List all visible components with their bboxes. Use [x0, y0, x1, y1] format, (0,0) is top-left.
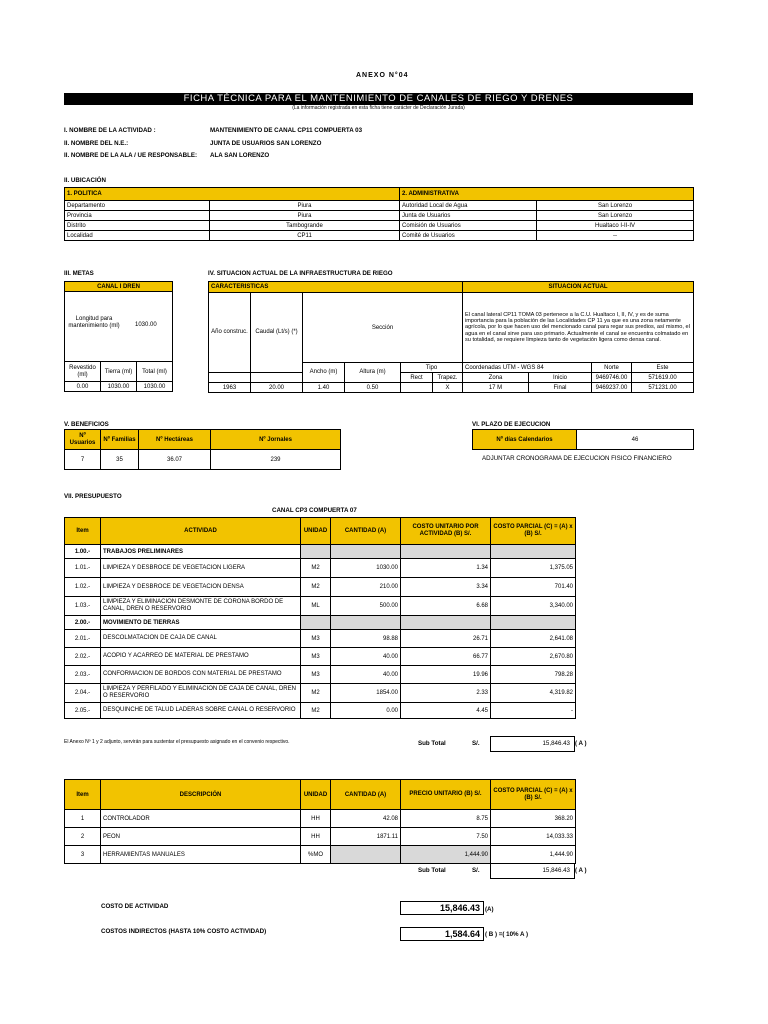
row-costo-parcial: 1,375.05	[491, 559, 576, 578]
anio-value: 1963	[209, 383, 251, 393]
row-actividad: DESCOLMATACION DE CAJA DE CANAL	[101, 630, 301, 648]
desc-costo-parcial-header: COSTO PARCIAL (C) = (A) x (B) S/.	[491, 780, 576, 810]
ala-name-label: II. NOMBRE DE LA ALA / UE RESPONSABLE:	[64, 152, 198, 159]
title-bar	[64, 93, 693, 105]
desc-unidad-header: UNIDAD	[301, 780, 331, 810]
inicio-norte: 9469746.00	[592, 373, 632, 383]
situacion-actual-header: SITUACION ACTUAL	[463, 282, 694, 293]
costo-parcial-header: COSTO PARCIAL (C) = (A) x (B) S/.	[491, 518, 576, 545]
desc-item-header: Item	[65, 780, 101, 810]
inicio-este: 571619.00	[632, 373, 694, 383]
annex-label: ANEXO N°04	[356, 72, 409, 79]
caudal-label: Caudal (Lt/s) (*)	[251, 293, 303, 373]
ancho-label: Ancho (m)	[303, 363, 345, 383]
tierra-value: 1030.00	[101, 382, 137, 392]
ubic-value: Piura	[210, 211, 400, 221]
costos-indirectos-label: COSTOS INDIRECTOS (HASTA 10% COSTO ACTIVIDAD)	[101, 928, 267, 935]
row-costo-unitario: 2.33	[401, 684, 491, 703]
row-unidad: M2	[301, 684, 331, 703]
jornales-value: 239	[211, 450, 341, 470]
subtotal-label: Sub Total	[418, 740, 446, 747]
ancho-value: 1.40	[303, 383, 345, 393]
hectareas-value: 36.07	[139, 450, 211, 470]
row-costo-unitario: 19.96	[401, 666, 491, 684]
row-unidad: HH	[301, 810, 331, 828]
usuarios-value: 7	[65, 450, 101, 470]
ubic-value: CP11	[210, 231, 400, 241]
desc-subtotal-tag: ( A )	[575, 867, 587, 874]
administrativa-header: 2. ADMINISTRATIVA	[400, 188, 694, 201]
ala-name-value: ALA SAN LORENZO	[210, 152, 270, 159]
ubic-key: Autoridad Local de Agua	[400, 201, 537, 211]
row-item: 2.03.-	[65, 666, 101, 684]
canal-title: CANAL CP3 COMPUERTA 07	[272, 507, 357, 514]
desc-cantidad-header: CANTIDAD (A)	[331, 780, 401, 810]
row-item: 1.03.-	[65, 597, 101, 616]
subtotal-currency: S/.	[472, 740, 480, 747]
row-unidad: %MO	[301, 846, 331, 864]
ubic-key: Distrito	[65, 221, 210, 231]
costo-actividad-value: 15,846.43	[400, 901, 484, 915]
coordenadas-label: Coordenadas UTM - WGS 84	[463, 363, 592, 373]
zona-label: Zona	[463, 373, 529, 383]
row-cantidad: 500.00	[331, 597, 401, 616]
row-item: 1.00.-	[65, 545, 101, 559]
row-descripcion: PEON	[101, 828, 301, 846]
subtotal-value: 15,846.43	[542, 740, 570, 747]
row-precio: 1,444.90	[401, 846, 491, 864]
row-actividad: DESQUINCHE DE TALUD LADERAS SOBRE CANAL O RESERVORIO	[101, 703, 301, 719]
tipo-label: Tipo	[401, 363, 463, 373]
row-unidad: ML	[301, 597, 331, 616]
activity-name-label: I. NOMBRE DE LA ACTIVIDAD :	[64, 127, 156, 134]
row-costo-parcial: -	[491, 703, 576, 719]
seccion-label: Sección	[303, 293, 463, 363]
metas-title: III. METAS	[64, 270, 94, 277]
row-item: 1	[65, 810, 101, 828]
canal-dren-header: CANAL I DREN	[65, 282, 173, 292]
row-costo: 1,444.90	[491, 846, 576, 864]
item-header: Item	[65, 518, 101, 545]
row-cantidad: 0.00	[331, 703, 401, 719]
ubic-value: Tambogrande	[210, 221, 400, 231]
row-costo-unitario: 66.77	[401, 648, 491, 666]
revestido-value: 0.00	[65, 382, 101, 392]
longitud-value: 1030.00	[135, 322, 157, 328]
row-costo-parcial: 4,319.82	[491, 684, 576, 703]
table-row	[65, 648, 576, 666]
table-row	[65, 846, 576, 864]
row-item: 1.01.-	[65, 559, 101, 578]
row-item: 2	[65, 828, 101, 846]
beneficios-table	[64, 429, 341, 470]
table-row	[65, 684, 576, 703]
row-actividad: LIMPIEZA Y DESBROCE DE VEGETACION LIGERA	[101, 559, 301, 578]
costo-actividad-tag: (A)	[485, 906, 494, 913]
row-costo-unitario: 3.34	[401, 578, 491, 597]
row-costo-parcial: 2,641.08	[491, 630, 576, 648]
ubic-value: Hualtaco I-II-IV	[537, 221, 694, 231]
plazo-table	[472, 429, 694, 450]
descripcion-header: DESCRIPCIÓN	[101, 780, 301, 810]
rect-value	[401, 383, 433, 393]
ubic-key: Provincia	[65, 211, 210, 221]
anexo-note: El Anexo Nº 1 y 2 adjunto, servirán para sustentar el presupuesto asignado en el convenio respectivo.	[64, 739, 290, 745]
row-item: 2.05.-	[65, 703, 101, 719]
revestido-label: Revestido (ml)	[65, 362, 101, 382]
activity-name-value: MANTENIMIENTO DE CANAL CP11 COMPUERTA 03	[210, 127, 363, 134]
row-costo: 14,033.33	[491, 828, 576, 846]
ne-name-value: JUNTA DE USUARIOS SAN LORENZO	[210, 140, 322, 147]
row-costo-parcial: 701.40	[491, 578, 576, 597]
este-label: Este	[632, 363, 694, 373]
trapez-value: X	[433, 383, 463, 393]
hectareas-label: Nº Hectáreas	[139, 430, 211, 450]
row-unidad: M3	[301, 666, 331, 684]
altura-label: Altura (m)	[345, 363, 401, 383]
norte-label: Norte	[592, 363, 632, 373]
row-actividad: ACOPIO Y ACARREO DE MATERIAL DE PRESTAMO	[101, 648, 301, 666]
presupuesto-title: VII. PRESUPUESTO	[64, 493, 122, 500]
ubicacion-table	[64, 187, 694, 241]
trapez-label: Trapez.	[433, 373, 463, 383]
ubic-value: San Lorenzo	[537, 211, 694, 221]
row-cantidad: 98.88	[331, 630, 401, 648]
cronograma-note: ADJUNTAR CRONOGRAMA DE EJECUCION FISICO FINANCIERO	[482, 455, 672, 462]
row-item: 2.02.-	[65, 648, 101, 666]
cantidad-header: CANTIDAD (A)	[331, 518, 401, 545]
caracteristicas-header: CARACTERISTICAS	[209, 282, 463, 293]
precio-unitario-header: PRECIO UNITARIO (B) S/.	[401, 780, 491, 810]
final-label: Final	[529, 383, 592, 393]
inicio-label: Inicio	[529, 373, 592, 383]
usuarios-label: Nº Usuarios	[65, 430, 101, 450]
ubic-key: Departamento	[65, 201, 210, 211]
row-actividad: LIMPIEZA Y DESBROCE DE VEGETACION DENSA	[101, 578, 301, 597]
presupuesto-table	[64, 517, 576, 719]
subtotal-tag: ( A )	[575, 740, 587, 747]
row-actividad: CONFORMACION DE BORDOS CON MATERIAL DE PRESTAMO	[101, 666, 301, 684]
altura-value: 0.50	[345, 383, 401, 393]
row-unidad: M2	[301, 559, 331, 578]
costos-indirectos-value: 1,584.64	[400, 927, 484, 941]
ubic-key: Comité de Usuarios	[400, 231, 537, 241]
row-precio: 7.50	[401, 828, 491, 846]
row-unidad: M3	[301, 648, 331, 666]
costo-actividad-label: COSTO DE ACTIVIDAD	[101, 903, 169, 910]
descripcion-table	[64, 779, 576, 864]
row-actividad: MOVIMIENTO DE TIERRAS	[101, 616, 301, 630]
row-unidad: M2	[301, 703, 331, 719]
rect-label: Rect	[401, 373, 433, 383]
ubicacion-title: II. UBICACIÓN	[64, 177, 106, 184]
row-cantidad	[331, 846, 401, 864]
row-costo-unitario: 4.45	[401, 703, 491, 719]
costos-indirectos-tag: ( B ) =( 10% A )	[485, 931, 529, 938]
table-row	[65, 630, 576, 648]
desc-subtotal-label: Sub Total	[418, 867, 446, 874]
table-row	[65, 828, 576, 846]
row-cantidad: 1854.00	[331, 684, 401, 703]
row-descripcion: CONTROLADOR	[101, 810, 301, 828]
desc-subtotal-currency: S/.	[472, 867, 480, 874]
zona-value: 17 M	[463, 383, 529, 393]
row-costo-unitario: 1.34	[401, 559, 491, 578]
subtitle: (La información registrada en esta ficha tiene carácter de Declaración Jurada)	[292, 105, 465, 111]
table-row	[65, 616, 576, 630]
dias-label: Nº días Calendarios	[473, 430, 577, 450]
total-label: Total (ml)	[137, 362, 173, 382]
caudal-value: 20.00	[251, 383, 303, 393]
row-item: 2.04.-	[65, 684, 101, 703]
row-costo-unitario: 6.68	[401, 597, 491, 616]
row-actividad: TRABAJOS PRELIMINARES	[101, 545, 301, 559]
table-row	[65, 810, 576, 828]
row-unidad: M2	[301, 578, 331, 597]
row-descripcion: HERRAMIENTAS MANUALES	[101, 846, 301, 864]
row-item: 2.01.-	[65, 630, 101, 648]
plazo-title: VI. PLAZO DE EJECUCION	[472, 421, 551, 428]
table-row	[65, 666, 576, 684]
row-item: 1.02.-	[65, 578, 101, 597]
row-costo: 368.20	[491, 810, 576, 828]
row-actividad: LIMPIEZA Y ELIMINACION DESMONTE DE CORONA BORDO DE CANAL, DREN O RESERVORIO	[101, 597, 301, 616]
row-costo-unitario: 26.71	[401, 630, 491, 648]
longitud-label: Longitud para mantenimiento (ml)	[68, 316, 120, 329]
row-costo-parcial: 2,670.80	[491, 648, 576, 666]
actividad-header: ACTIVIDAD	[101, 518, 301, 545]
row-cantidad: 210.00	[331, 578, 401, 597]
table-row	[65, 703, 576, 719]
row-actividad: LIMPIEZA Y PERFILADO Y ELIMINACION DE CAJA DE CANAL, DREN O RESERVORIO	[101, 684, 301, 703]
situacion-table	[208, 281, 694, 393]
row-cantidad: 1030.00	[331, 559, 401, 578]
row-cantidad: 40.00	[331, 648, 401, 666]
table-row	[65, 597, 576, 616]
familias-label: Nº Familias	[101, 430, 139, 450]
table-row	[65, 578, 576, 597]
situacion-title: IV. SITUACION ACTUAL DE LA INFRAESTRUCTURA DE RIEGO	[208, 270, 393, 277]
row-cantidad: 42.08	[331, 810, 401, 828]
row-costo-parcial: 3,340.00	[491, 597, 576, 616]
row-unidad: M3	[301, 630, 331, 648]
ubic-key: Localidad	[65, 231, 210, 241]
row-costo-parcial: 798.28	[491, 666, 576, 684]
beneficios-title: V. BENEFICIOS	[64, 421, 109, 428]
page-title: FICHA TÉCNICA PARA EL MANTENIMIENTO DE CANALES DE RIEGO Y DRENES	[183, 93, 574, 104]
dias-value: 46	[577, 430, 694, 450]
ubic-value: --	[537, 231, 694, 241]
table-row	[65, 559, 576, 578]
situacion-description: El canal lateral CP11 TOMA 03 pertenece a la C.U. Hualtaco I, II, IV, y es de suma importancia para la población de las Localidades CP 11 ya que es una zona netamente agrícola, por lo que hacen uso del mencionado canal para regar sus predios, así mismo, el agua en el canal sirve para uso primario. Actualmente el canal se encuentra colmatado en su totalidad, se requiere limpieza tanto de vegetación ligera como densa canal.	[463, 293, 694, 363]
jornales-label: Nº Jornales	[211, 430, 341, 450]
ubic-value: San Lorenzo	[537, 201, 694, 211]
ubic-value: Piura	[210, 201, 400, 211]
row-item: 2.00.-	[65, 616, 101, 630]
desc-subtotal-value: 15,846.43	[542, 867, 570, 874]
familias-value: 35	[101, 450, 139, 470]
row-item: 3	[65, 846, 101, 864]
costo-unitario-header: COSTO UNITARIO POR ACTIVIDAD (B) S/.	[401, 518, 491, 545]
tierra-label: Tierra (ml)	[101, 362, 137, 382]
row-unidad: HH	[301, 828, 331, 846]
table-row	[65, 545, 576, 559]
final-norte: 9469237.00	[592, 383, 632, 393]
ne-name-label: II. NOMBRE DEL N.E.:	[64, 140, 129, 147]
row-precio: 8.75	[401, 810, 491, 828]
ubic-key: Junta de Usuarios	[400, 211, 537, 221]
anio-label: Año construc.	[209, 293, 251, 373]
politica-header: 1. POLITICA	[65, 188, 400, 201]
final-este: 571231.00	[632, 383, 694, 393]
total-value: 1030.00	[137, 382, 173, 392]
row-cantidad: 1871.11	[331, 828, 401, 846]
row-cantidad: 40.00	[331, 666, 401, 684]
ubic-key: Comisión de Usuarios	[400, 221, 537, 231]
metas-table	[64, 281, 173, 392]
unidad-header: UNIDAD	[301, 518, 331, 545]
